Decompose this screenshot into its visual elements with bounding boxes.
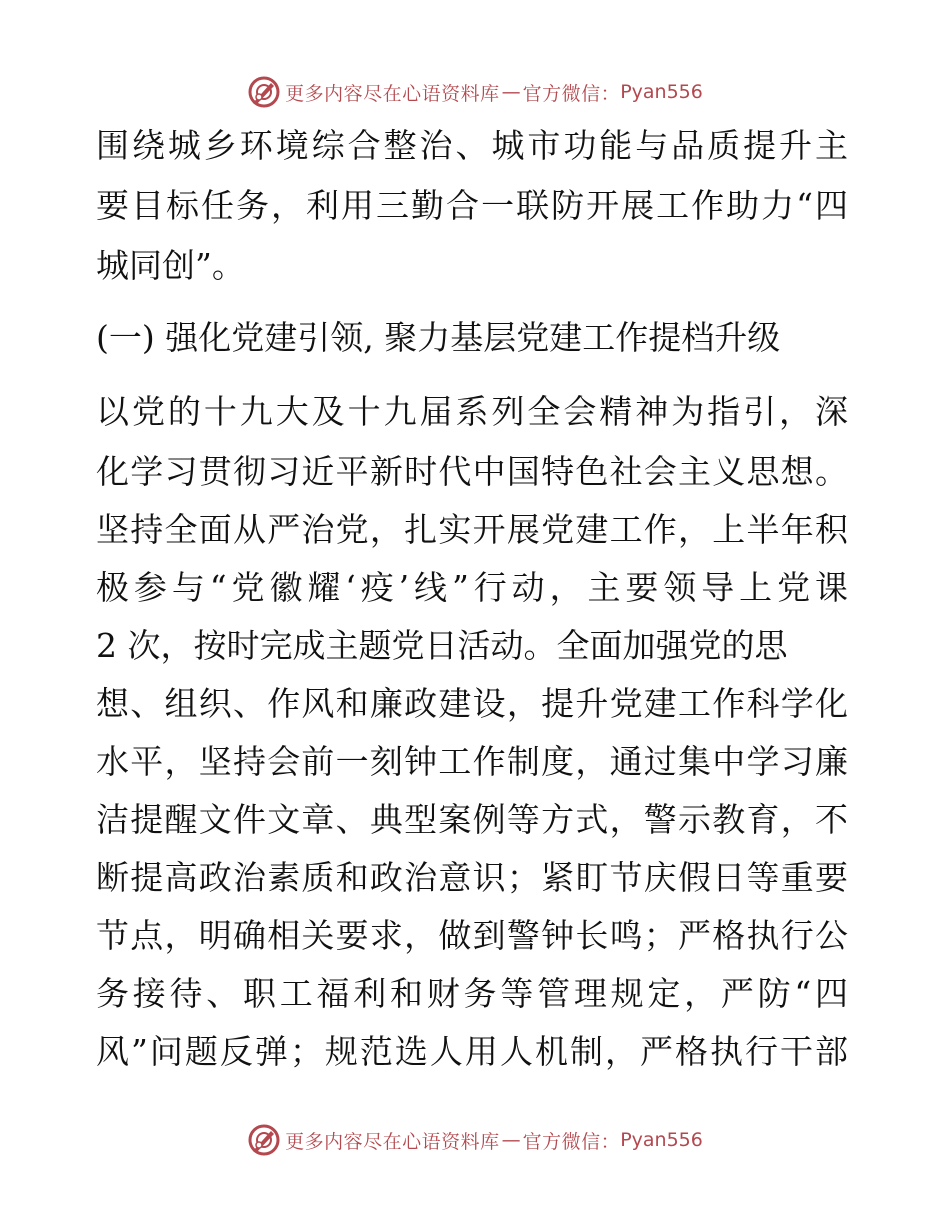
- watermark-site-text: 更多内容尽在心语资料库: [285, 82, 500, 105]
- paragraph-2-line-2: 化学习贯彻习近平新时代中国特色社会主义思想。: [96, 452, 848, 491]
- paragraph-2-line-1: 以党的十九大及十九届系列全会精神为指引，深: [96, 392, 848, 431]
- paragraph-2-line-11: 务接待、职工福利和财务等管理规定，严防“四: [96, 974, 848, 1013]
- paragraph-2-line-4: 极参与“党徽耀‘疫’线”行动，主要领导上党课: [96, 568, 848, 607]
- quill-logo-icon: [247, 1123, 281, 1157]
- paragraph-1-line-1: 围绕城乡环境综合整治、城市功能与品质提升主: [96, 126, 848, 165]
- watermark-wechat-label: 官方微信：: [522, 82, 621, 105]
- paragraph-2-line-9: 断提高政治素质和政治意识；紧盯节庆假日等重要: [96, 858, 848, 897]
- section-heading: (一) 强化党建引领, 聚力基层党建工作提档升级: [96, 318, 781, 357]
- paragraph-2-line-10: 节点，明确相关要求，做到警钟长鸣；严格执行公: [96, 916, 848, 955]
- paragraph-2-line-3: 坚持全面从严治党，扎实开展党建工作，上半年积: [96, 510, 848, 549]
- paragraph-2-line-8: 洁提醒文件文章、典型案例等方式，警示教育，不: [96, 800, 848, 839]
- watermark-wechat-account: Pyan556: [620, 1129, 703, 1151]
- quill-logo-icon: [247, 75, 281, 109]
- watermark-dash: —: [501, 81, 521, 103]
- watermark-site-text: 更多内容尽在心语资料库: [285, 1130, 500, 1153]
- paragraph-2-line-12: 风”问题反弹；规范选人用人机制，严格执行干部: [96, 1032, 848, 1071]
- footer-watermark: [0, 1120, 950, 1160]
- paragraph-1-line-3: 城同创”。: [96, 246, 245, 285]
- paragraph-1-line-2: 要目标任务，利用三勤合一联防开展工作助力“四: [96, 186, 848, 225]
- paragraph-2-line-5: 2 次，按时完成主题党日活动。全面加强党的思: [96, 626, 788, 665]
- watermark-wechat-account: Pyan556: [620, 81, 703, 103]
- watermark-wechat-label: 官方微信：: [522, 1130, 621, 1153]
- paragraph-2-line-7: 水平，坚持会前一刻钟工作制度，通过集中学习廉: [96, 742, 848, 781]
- header-watermark: [0, 72, 950, 112]
- watermark-dash: —: [501, 1129, 521, 1151]
- paragraph-2-line-6: 想、组织、作风和廉政建设，提升党建工作科学化: [96, 684, 848, 723]
